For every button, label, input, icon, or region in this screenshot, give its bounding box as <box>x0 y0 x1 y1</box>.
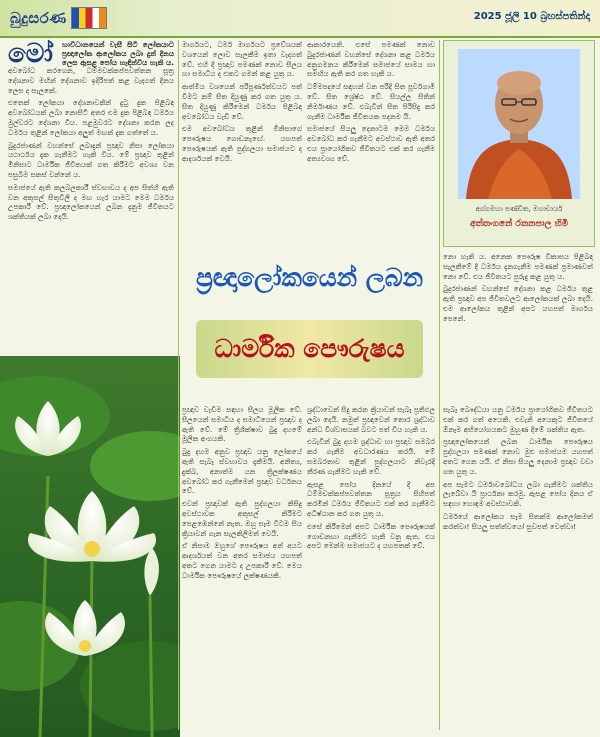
paragraph: බුදුරජාණන් වහන්සේ ලබාදුන් ප්‍රඥාව නිසා ලෝකයා යථාර්ථය දැක ගැනීමට හැකි විය. මේ ප්‍රඥාව තුළින් මිනිසාට ධාර්මික ජීවිතයක් ගත කිරීමට අවශ්‍ය වන පසුබිම සකස් වන්නේ ය. <box>8 140 174 179</box>
headline-line-2: ධාර්මික පෞරුෂය <box>214 334 405 363</box>
paragraph: ප්‍රඥාලෝකයෙන් ලබන ධාර්මික පෞරුෂය පුද්ගලයා පමණක් නොව මුළු සමාජයම යහපත් අතට ගෙන යයි. ඒ නිසා සියලු දෙනාම ප්‍රඥාව වඩා ගත යුතු ය. <box>443 437 593 476</box>
paragraph: ප්‍රඥාව වැඩීම සඳහා සීලය මූලික වේ. සීලයෙන් සමාධිය ද සමාධියෙන් ප්‍රඥාව ද ඇති වේ. මේ ත්‍රිශික්ෂාව බුදු දහමේ මූලික අංගයකි. <box>182 405 302 444</box>
column-divider <box>178 40 179 730</box>
column-2-top <box>182 40 302 245</box>
headline <box>182 250 437 400</box>
paragraph: එබැවින් බුදු දහම ශ්‍රද්ධාව හා ප්‍රඥාව සමබර කර ගැනීම අවධාරණය කරයි. මේ සමබරතාව තුළින් පුද්ගලයාට නිවැරදි තීරණ ගැනීමට හැකි වේ. <box>307 437 435 476</box>
column-4-bottom <box>443 405 593 733</box>
paragraph: අවබෝධ කරගෙන, ධම්මචක්කප්පවත්තන සූත්‍ර දේශනාව මඟින් දේශනාව ඉදිරිපත් කළ වැදගත් දිනය ලෙස ද සැලකේ. <box>8 66 174 95</box>
paragraph: එවන් ප්‍රඥාවක් ඇති පුද්ගලයා කිසිදු අවස්ථාවක අකුසල් කිරීමට පෙළඹෙන්නේ නැත. ඔහු සෑම විටම සිය ක්‍රියාවන් ගැන සැලකිලිමත් වෙයි. <box>182 499 302 538</box>
author-role: අග්ගමහා පණ්ඩිත, මහාචාර්ය <box>475 205 563 213</box>
dropcap: මෝ <box>8 39 53 69</box>
paragraph: ඇසළ පෝය දිනයේ දී අප ධම්මචක්කප්පවත්තන සූත්‍රය සිහිපත් කරමින් ධර්මය ජීවිතයට එක් කර ගැනීමට අධිෂ්ඨාන කර ගත යුතු ය. <box>307 479 435 518</box>
paragraph: අප සැමට ධර්මාවබෝධය ලබා ගැනීමට ශක්තිය ලැබේවා යි ප්‍රාර්ථනා කරමු. ඇසළ පෝය දිනය ඒ සඳහා හොඳම අවස්ථාවකි. <box>443 479 593 509</box>
lotus-illustration <box>0 356 180 737</box>
paragraph: ශ්‍රද්ධාවෙන් සිදු කරන ක්‍රියාවන් සැබෑ ප්‍රතිඵල ලබා දෙයි. නමුත් ප්‍රඥාවෙන් තොර ශ්‍රද්ධාව අන්ධ විශ්වාසයක් බවට පත් විය හැකි ය. <box>307 405 435 434</box>
masthead <box>0 0 600 38</box>
paragraph: එම අවබෝධය තුළින් මිනිසාගේ පෞරුෂය ගොඩනැඟේ. යහපත් පෞරුෂයක් ඇති පුද්ගලයා සමාජයට ද ආදර්ශයක් වෙයි. <box>182 124 302 163</box>
lotus-flowers-image <box>0 356 180 737</box>
paragraph: මාර්ගයට, ධර්ම මාර්ගයට ප්‍රවේශයක් වශයෙන් ලොව සැලකීම ඉතා වැදගත් වේ. එහි දී ප්‍රඥාව පමණක් නොව සීලය හා සමාධිය ද එකට ගමන් කළ යුතු ය. <box>182 40 302 79</box>
issue-date: 2025 ජූලි 10 බ්‍රහස්පතින්දා <box>473 11 590 22</box>
paragraph: බුදුරජාණන් වහන්සේ දේශනා කළ ධර්මය තුළ ඇති ප්‍රඥාව අප ජීවිතවලට ආලෝකයක් ලබා දෙයි. එම ආලෝකය තුළින් අපට යහපත් මාර්ගය පෙනේ. <box>443 284 593 323</box>
author-name: අත්තංගනේ රතනපාල හිමි <box>469 219 569 229</box>
paragraph: ධම්මපදයේ සඳහන් වන පරිදි සිත පූර්වගාමී වේ. සිත ශ්‍රේෂ්ඨ වේ. සියල්ල සිතින් නිර්මාණය වේ. එබැවින් සිත පිරිසිදු කර ගැනීම ධාර්මික ජීවිතයක පදනම යි. <box>307 82 435 121</box>
paragraph: ආත්මීය වශයෙන් පරිපූර්ණත්වයට පත් වීමට නම් සිත දියුණු කර ගත යුතු ය. සිත දියුණු කිරීමෙන් ධර්මය පිළිබඳ අවබෝධය වැඩි වේ. <box>182 82 302 121</box>
paragraph: එසේ කිරීමෙන් අපට ධාර්මික පෞරුෂයක් ගොඩනඟා ගැනීමට හැකි වනු ඇත. එය අපට මෙන්ම සමාජයට ද යහපතක් වේ. <box>307 521 435 551</box>
column-2-bottom <box>182 405 302 733</box>
paragraph: ඒ නිසාම ඔහුගේ පෞරුෂය අන් අයට ආදර්ශයක් වන අතර සමාජය යහපත් අතට ගෙන යාමට ද උපකාරී වේ. මෙය ධාර්මික පෞරුෂයේ ලක්ෂණයකි. <box>182 541 302 580</box>
paragraph: ආකාරයෙනි. එසේ පමණක් නොව බුදුරජාණන් වහන්සේ දේශනා කළ ධර්මය අනුගමනය කිරීමෙන් සමාජයේ සාමය හා සමඟිය ඇති කර ගත හැකි ය. <box>307 40 435 79</box>
column-divider <box>439 40 440 730</box>
masthead-logo-text: බුදුසරණ <box>10 9 67 27</box>
paragraph: සමාජයේ ඇති කලබලකාරී ස්වභාවය ද අප සිත්හි ඇති වන අකුසල් සිතුවිලි ද මඟ හැර යාමට මෙම ධර්මය උපකාරී වේ. ප්‍රඥාලෝකයෙන් ලබන දැනුම ජීවිතයට ශක්තියක් ලබා දෙයි. <box>8 182 174 222</box>
column-1-top <box>8 66 174 356</box>
column-4-top <box>443 252 593 412</box>
paragraph: එතෙක් ලෝකයා දේශනාවකින් දුටු දුක පිළිබඳ අවබෝධයක් ලබා නොසිටි අතර එම දුක පිළිබඳ ධර්මය මුල්වරට දේශනා විය. පළමුවරට දේශනා කරන ලද ධර්මය තුළින් ලෝකයා අලුත් මඟක් දැක ගත්තේ ය. <box>8 98 174 137</box>
paragraph: ධර්මයේ ආලෝකය සෑම සිතක්ම ආලෝකමත් කරත්වා! සියලු සත්ත්වයෝ සුවපත් වෙත්වා! <box>443 511 593 531</box>
column-3-bottom <box>307 405 435 733</box>
paragraph: සමාජයේ සියලු දෙනාටම මෙම ධර්මය අවබෝධ කර ගැනීමට අවස්ථාව ඇති අතර එය ප්‍රායෝගිකව ජීවිතයට එක් කර ගැනීම අත්‍යවශ්‍ය වේ. <box>307 124 435 163</box>
author-box <box>443 40 595 247</box>
paragraph: නො හැකි ය. අනෙක පෞරුෂ විකාසය පිළිබඳ සැලකීමේ දී ධර්මය දැනගැනීම පමණක් ප්‍රමාණවත් නො වේ. එය ජීවිතයට පුරුදු කළ යුතු ය. <box>443 252 593 281</box>
column-3-top <box>307 40 435 245</box>
masthead-logo <box>10 4 160 32</box>
headline-line-1: ප්‍රඥාලෝකයෙන් ලබන <box>195 263 424 292</box>
author-photo <box>458 49 580 199</box>
monk-portrait-image <box>458 49 580 199</box>
paragraph: සැබෑ බෞද්ධයා යනු ධර්මය ප්‍රායෝගිකව ජීවිතයට එක් කර ගත් අයෙකි. එවැනි අයෙකුට ජීවිතයේ ඕනෑම අභියෝගයකට මුහුණ දීමේ ශක්තිය ඇත. <box>443 405 593 434</box>
paragraph: බුදු දහම අනුව ප්‍රඥාව යනු ලෝකයේ ඇති සැබෑ ස්වභාවය දැකීමයි. අනිත්‍ය, දුක්ඛ, අනාත්ම යන ත්‍රිලක්ෂණය අවබෝධ කර ගැනීමෙන් ප්‍රඥාව වර්ධනය වේ. <box>182 447 302 496</box>
buddhist-flag-icon <box>71 7 107 29</box>
lead-paragraph: හාවිධානයෙන් වැසී සිටි ලෝකයාට ප්‍රඥාලෝක ආලෝකය ලබා දුන් දිනය ලෙස ඇසළ පෝය හැඳින්විය හැකි ය. <box>62 40 174 67</box>
